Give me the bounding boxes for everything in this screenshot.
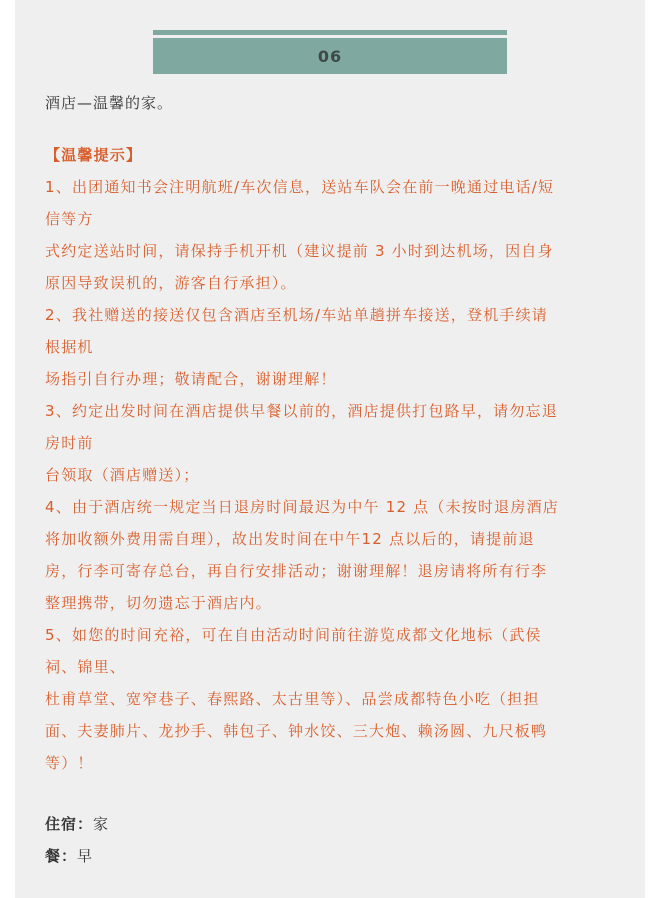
tip-line: 2、我社赠送的接送仅包含酒店至机场/车站单趟拼车接送，登机手续请 [45, 306, 549, 324]
tip-line: 原因导致误机的，游客自行承担）。 [45, 274, 297, 292]
lodging-label: 住宿： [45, 815, 94, 833]
accommodation-info [45, 808, 109, 872]
meal-value: 早 [77, 847, 94, 865]
tip-line: 将加收额外费用需自理），故出发时间在中午12 点以后的，请提前退 [45, 530, 535, 548]
tip-line: 3、约定出发时间在酒店提供早餐以前的，酒店提供打包路早，请勿忘退 [45, 402, 558, 420]
tip-line: 整理携带，切勿遗忘于酒店内。 [45, 594, 272, 612]
day-number-bar [153, 38, 507, 74]
tip-line: 5、如您的时间充裕，可在自由活动时间前往游览成都文化地标（武侯 [45, 626, 542, 644]
tip-line: 房，行李可寄存总台，再自行安排活动；谢谢理解！退房请将所有行李 [45, 562, 548, 580]
tip-line: 式约定送站时间，请保持手机开机（建议提前 3 小时到达机场，因自身 [45, 242, 554, 260]
day-header [153, 30, 507, 74]
tips-section [45, 139, 620, 779]
tip-line: 根据机 [45, 338, 94, 356]
lodging-value: 家 [93, 815, 110, 833]
tip-line: 等）！ [45, 754, 94, 772]
tip-line: 信等方 [45, 210, 94, 228]
tip-line: 面、夫妻肺片、龙抄手、韩包子、钟水饺、三大炮、赖汤圆、九尺板鸭 [45, 722, 548, 740]
tip-line: 场指引自行办理；敬请配合，谢谢理解！ [45, 370, 337, 388]
tip-line: 杜甫草堂、宽窄巷子、春熙路、太古里等）、品尝成都特色小吃（担担 [45, 690, 540, 708]
meal-label: 餐： [45, 847, 78, 865]
tip-line: 1、出团通知书会注明航班/车次信息，送站车队会在前一晚通过电话/短 [45, 178, 555, 196]
tips-title: 【温馨提示】 [45, 146, 143, 164]
day-header-accent-bar [153, 30, 507, 35]
day-number: 06 [317, 46, 343, 66]
lodging-row [45, 808, 109, 840]
tip-line: 台领取（酒店赠送）； [45, 466, 200, 484]
meal-row [45, 840, 109, 872]
tip-line: 4、由于酒店统一规定当日退房时间最迟为中午 12 点（未按时退房酒店 [45, 498, 559, 516]
tip-line: 祠、锦里、 [45, 658, 127, 676]
intro-text: 酒店—温馨的家。 [45, 94, 174, 112]
tip-line: 房时前 [45, 434, 94, 452]
